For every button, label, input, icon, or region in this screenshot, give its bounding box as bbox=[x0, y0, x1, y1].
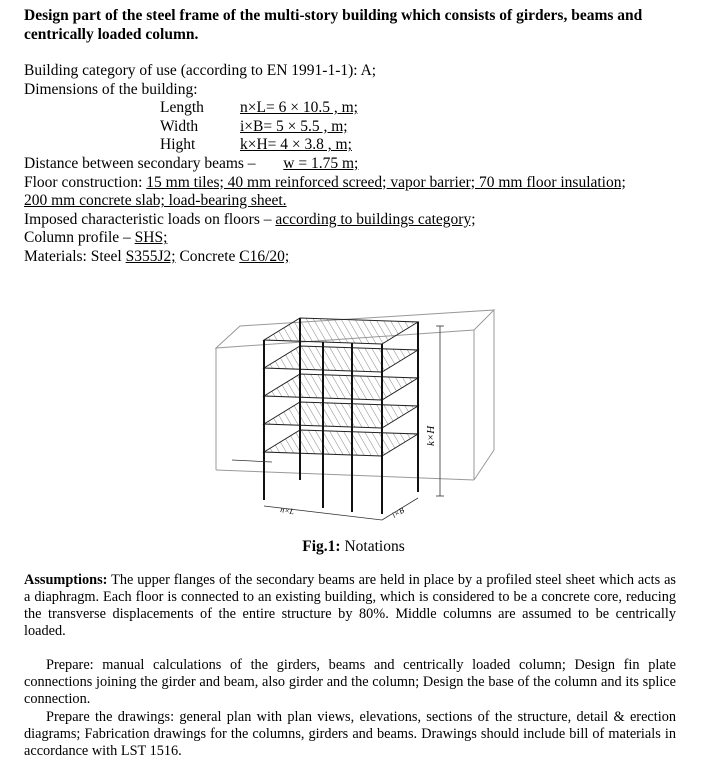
frame-drawing bbox=[212, 300, 502, 530]
dimension-length bbox=[24, 99, 694, 118]
dimension-value: k×H= 4 × 3.8 , m; bbox=[240, 136, 352, 154]
caption-text: Notations bbox=[344, 538, 405, 555]
floor-value-1: 15 mm tiles; 40 mm reinforced screed; vapor barrier; 70 mm floor insulation; bbox=[146, 173, 626, 191]
prepare-drawings-text: Prepare the drawings: general plan with plan views, elevations, sections of the structure, detail & erection diagrams; Fabrication drawings for the columns, girders and beams. Drawings should include bill of materials in accordance with LST 1516. bbox=[24, 709, 676, 759]
caption-number: Fig.1: bbox=[302, 538, 341, 555]
dimension-height bbox=[24, 136, 694, 155]
prepare-calculations-paragraph bbox=[24, 657, 676, 708]
assumptions-label: Assumptions: bbox=[24, 572, 108, 588]
secondary-beams-line bbox=[24, 155, 694, 174]
dimension-value: i×B= 5 × 5.5 , m; bbox=[240, 117, 348, 135]
figure-caption bbox=[0, 538, 707, 556]
width-label: i×B bbox=[390, 505, 406, 520]
imposed-value: according to buildings category; bbox=[275, 210, 476, 228]
prepare-drawings-paragraph bbox=[24, 709, 676, 760]
dimension-label: Hight bbox=[160, 136, 196, 154]
concrete-label: Concrete bbox=[179, 247, 236, 265]
assumptions-paragraph bbox=[24, 572, 676, 640]
materials-label: Materials: Steel bbox=[24, 247, 122, 265]
document-title: Design part of the steel frame of the multi-story building which consists of girders, beams and centrically loaded column. bbox=[24, 7, 643, 43]
building-frame-figure bbox=[212, 300, 502, 530]
steel-grade: S355J2; bbox=[125, 247, 176, 265]
dimension-label: Width bbox=[160, 117, 199, 135]
secondary-beams-value: w = 1.75 m; bbox=[283, 154, 359, 172]
materials-line bbox=[24, 248, 694, 267]
dimension-value: n×L= 6 × 10.5 , m; bbox=[240, 99, 358, 117]
floor-slabs bbox=[264, 318, 418, 456]
dimension-width bbox=[24, 118, 694, 137]
dimensions-heading: Dimensions of the building: bbox=[24, 80, 198, 98]
floor-label: Floor construction: bbox=[24, 173, 143, 191]
imposed-label: Imposed characteristic loads on floors – bbox=[24, 210, 272, 228]
imposed-line bbox=[24, 211, 694, 230]
floor-value-2: 200 mm concrete slab; load-bearing sheet. bbox=[24, 192, 287, 210]
length-label: n×L bbox=[279, 505, 295, 517]
prepare-calculations-text: Prepare: manual calculations of the girders, beams and centrically loaded column; Design fin plate connections joining the girder and beam, also girder and the column; Design the base of the column and its splice connection. bbox=[24, 657, 676, 707]
floor-line bbox=[24, 174, 694, 193]
column-line bbox=[24, 229, 694, 248]
column-value: SHS; bbox=[134, 229, 168, 247]
secondary-beams-label: Distance between secondary beams – bbox=[24, 154, 256, 172]
assumptions-text: The upper flanges of the secondary beams are held in place by a profiled steel sheet which acts as a diaphragm. Each floor is connected to an existing building, which is considered to be a concrete core, reducing the transverse displacements of the entire structure by 80%. Middle columns are assumed to be centrically loaded. bbox=[24, 572, 676, 639]
dimension-label: Length bbox=[160, 99, 204, 117]
specification-block bbox=[24, 62, 694, 267]
category-line: Building category of use (according to EN 1991-1-1): A; bbox=[24, 62, 377, 79]
concrete-grade: C16/20; bbox=[239, 247, 290, 265]
height-label: k×H bbox=[425, 425, 437, 446]
column-label: Column profile – bbox=[24, 229, 131, 247]
